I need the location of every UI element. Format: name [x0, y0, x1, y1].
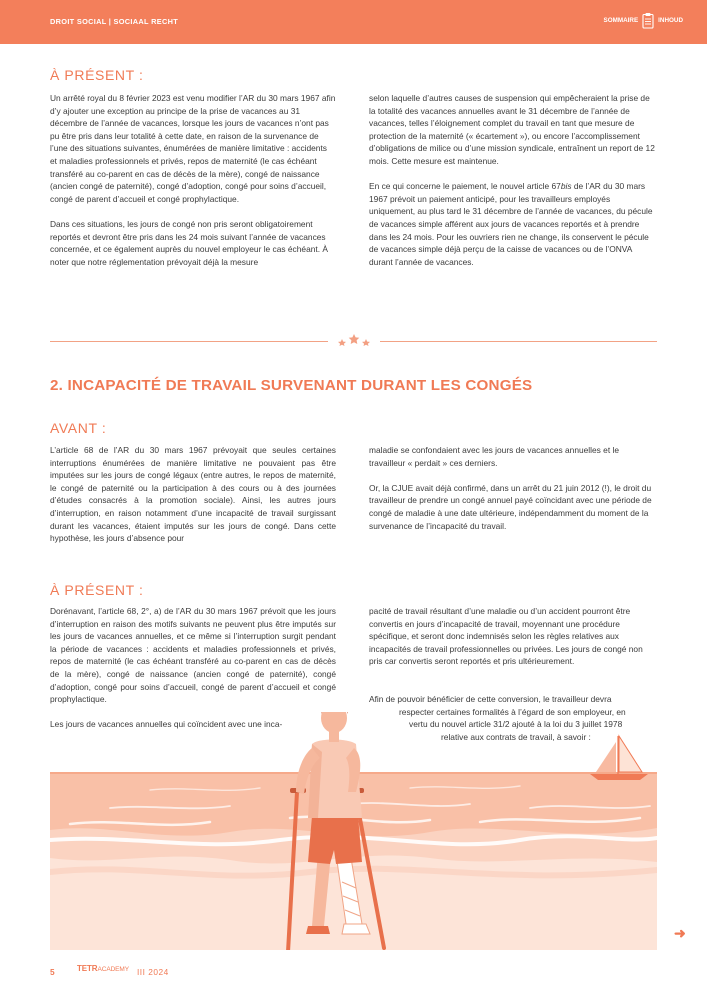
text-run: de l’AR du 30 mars 1967 prévoit un paiement anticipé, pour les travailleurs employés uniquement, au plus tard le 31 décembre de l’année de vacances, du pécule de vacances simple afférent aux jours de vacances reportés et à prendre dans les 24 mois. Pour les ouvriers rien ne change, ils conservent le pécule de vacances simple déjà perçu de la caisse de vacances ou de l’ONVA durant l’année de vacances. — [369, 181, 653, 267]
paragraph: Or, la CJUE avait déjà confirmé, dans un arrêt du 21 juin 2012 (!), le droit du travailleur de prendre un congé annuel payé coïncidant avec une période de congé de maladie à une date ultérieure, indépendamment du moment de la survenance de l’incapacité du travail. — [369, 482, 652, 531]
tetracademy-logo — [77, 964, 129, 973]
paragraph: Un arrêté royal du 8 février 2023 est venu modifier l’AR du 30 mars 1967 afin d’y ajouter une exception au principe de la prise de vacances au 31 décembre de l’année de vacances, lorsque les jours de vacances n’ont pas pu être pris dans leur totalité à cette date, en raison de la survenance de l’une des situations suivantes, énumérées de manière limitative : accidents et maladies professionnels et privés, repos de maternité (le cas échéant transféré au co-parent en cas de décès de la mère), congé de naissance (ancien congé de paternité), congé d’adoption, congé pour soins d’accueil, congé de parent d’accueil et congé prophylactique. — [50, 93, 336, 204]
paragraph: maladie se confondaient avec les jours de vacances annuelles et le travailleur « perdait » ces derniers. — [369, 445, 620, 468]
section1-heading: À PRÉSENT : — [50, 67, 144, 83]
text-run-italic: bis — [560, 181, 572, 192]
text-run: En ce qui concerne le paiement, le nouvel article 67 — [369, 181, 561, 192]
sommaire-link[interactable]: SOMMAIRE — [603, 17, 639, 24]
header-bar — [0, 0, 707, 44]
toc-nav[interactable] — [604, 12, 683, 29]
breadcrumb: DROIT SOCIAL | SOCIAAL RECHT — [50, 17, 179, 26]
paragraph: pacité de travail résultant d’une maladie ou d’un accident pourront être convertis en jours d’incapacité de travail, moyennant une procédure spécifique, et seront donc indemnisés selon les règles relatives aux incapacités de travail professionnelles ou privées. Les jours de congé non pris car convertis seront reportés et pris ultérieurement. — [369, 606, 643, 667]
clipboard-icon[interactable] — [642, 12, 654, 29]
inhoud-link[interactable]: INHOUD — [658, 17, 683, 24]
text-line: Afin de pouvoir bénéficier de cette conversion, le travailleur devra — [369, 694, 612, 704]
page-number: 5 — [50, 967, 55, 977]
logo-text: ACADEMY — [97, 966, 129, 973]
divider-line — [50, 341, 328, 342]
logo-text: TETR — [77, 964, 98, 973]
text-line: relative aux contrats de travail, à savoir : — [441, 731, 591, 742]
paragraph: Dans ces situations, les jours de congé non pris seront obligatoirement reportés et devront être pris dans les 24 mois suivant l’année de vacances concernée, et ce également auprès du nouvel employeur le cas échéant. À noter que notre réglementation prévoyait déjà la mesure — [50, 218, 328, 267]
text-line: vertu du nouvel article 31/2 ajouté à la loi du 3 juillet 1978 — [409, 719, 623, 730]
paragraph: selon laquelle d’autres causes de suspension qui empêcheraient la prise de la totalité des vacances annuelles avant le 31 décembre de l’année de vacances, telles l’éloignement complet du travail en tant que mesure de protection de la maternité (« écartement »), ou encore l’accomplissement d’obligations de milice ou d’une mission syndicale, entraînent un report de 12 mois. Cette mesure est maintenue. — [369, 93, 655, 166]
section1-left-column — [50, 92, 336, 281]
section-separator — [50, 340, 657, 352]
paragraph: L’article 68 de l’AR du 30 mars 1967 prévoyait que seules certaines interruptions énumérées de manière limitative ne pouvaient pas être imputées sur les jours de congé légaux (entre autres, le repos de maternité, le congé de paternité ou la participation à des cours ou à des journées d’études consacrés à la promotion sociale). Ainsi, les autres jours d’interruption, en raison notamment d’une incapacité de travail surgissant durant les vacances, étaient imputés sur les jours de congé. Dans cette hypothèse, les jours d’absence pour — [50, 445, 336, 544]
paragraph-payment — [369, 180, 657, 268]
divider-line — [380, 341, 657, 342]
issue-label: III 2024 — [137, 967, 169, 977]
text-line: respecter certaines formalités à l’égard de son employeur, en — [399, 706, 626, 717]
section2-title: 2. INCAPACITÉ DE TRAVAIL SURVENANT DURANT LES CONGÉS — [50, 377, 533, 394]
paragraph: Dorénavant, l’article 68, 2°, a) de l’AR du 30 mars 1967 prévoit que les jours d’interruption en raison des motifs suivants ne peuvent plus être imputés sur les jours de vacances annuelles, et ce même si l’interruption surgit pendant la période de vacances : accidents et maladies professionnels et privés, repos de maternité (le cas échéant transféré au co-parent en cas de décès de la mère), congé de naissance (ancien congé de paternité), congé d’adoption, congé pour soins d’accueil, congé de parent d’accueil et congé prophylactique. — [50, 606, 336, 705]
avant-heading: AVANT : — [50, 420, 107, 436]
avant-right-column — [369, 444, 657, 545]
stars-icon — [336, 332, 372, 346]
present-right-column — [369, 605, 657, 681]
present-heading: À PRÉSENT : — [50, 582, 144, 598]
avant-left-column — [50, 444, 336, 557]
next-page-arrow-icon[interactable]: ➜ — [674, 925, 686, 941]
paragraph: Les jours de vacances annuelles qui coïncident avec une inca- — [50, 719, 283, 730]
beach-illustration — [50, 712, 657, 950]
section1-right-column — [369, 92, 657, 281]
